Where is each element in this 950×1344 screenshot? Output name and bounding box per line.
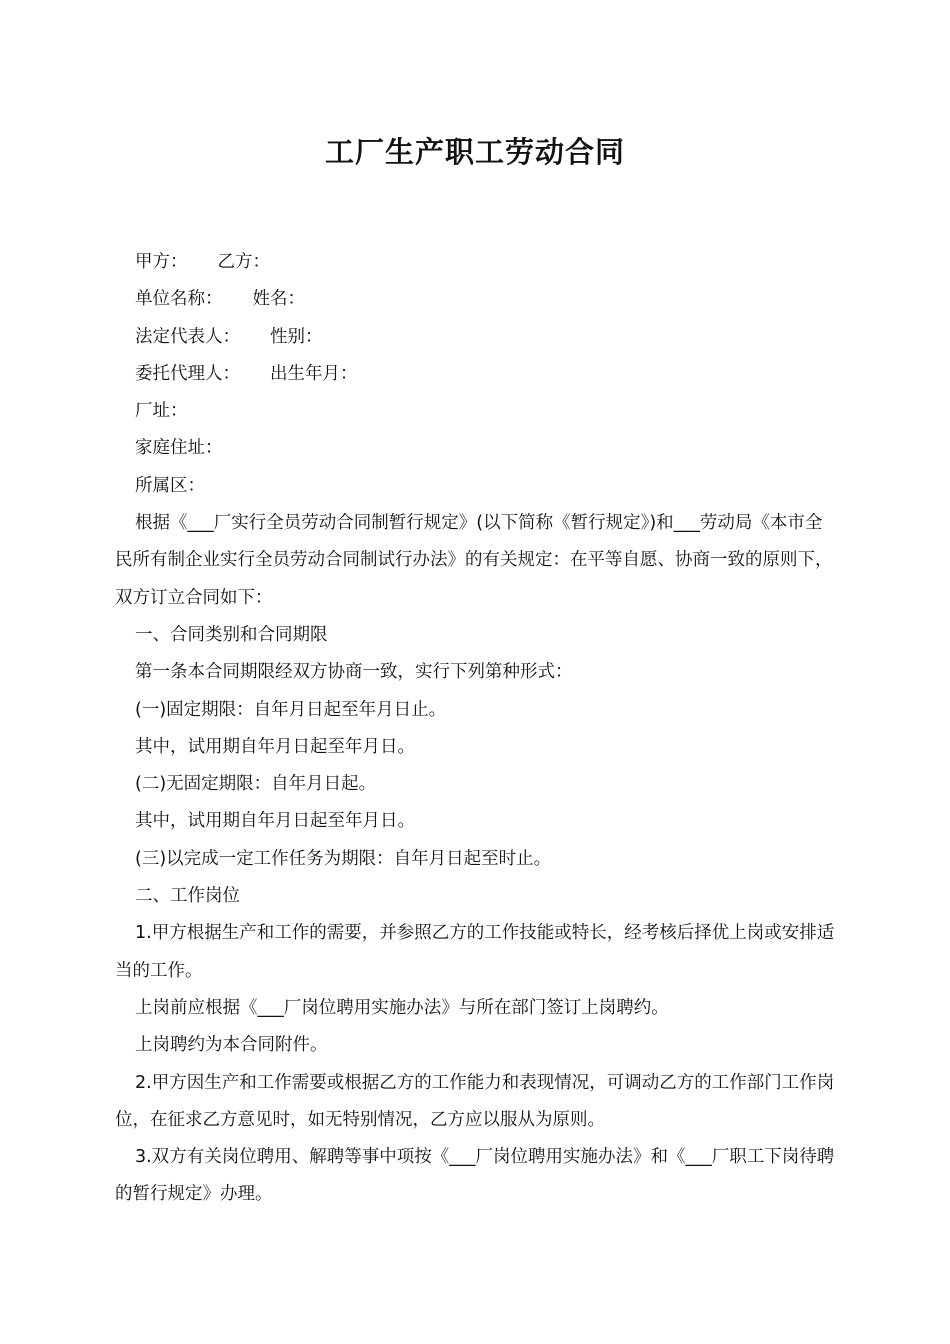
legal-rep-label: 法定代表人： [135,326,240,347]
article-1-paragraph: 第一条本合同期限经双方协商一致，实行下列第种形式： [135,662,573,683]
preamble-paragraph: 根据《___厂实行全员劳动合同制暂行规定》(以下简称《暂行规定》)和___劳动局《本市全民所有制企业实行全员劳动合同制试行办法》的有关规定：在平等自愿、协商一致的原则下，双方订立合同如下： [115,513,833,608]
clause-1-paragraph: 1.甲方根据生产和工作的需要，并参照乙方的工作技能或特长，经考核后择优上岗或安排适当的工作。 [115,923,835,981]
section-1-heading: 一、合同类别和合同期限 [135,624,328,645]
document-body [115,244,837,1214]
factory-address-line: 厂址： [135,401,188,422]
open-term-line: (二)无固定期限：自年月日起。 [135,774,377,795]
district-line: 所属区： [135,475,205,496]
section-2-heading: 二、工作岗位 [135,886,240,907]
home-address-line: 家庭住址： [135,438,223,459]
document-title: 工厂生产职工劳动合同 [324,135,625,169]
pre-post-line: 上岗前应根据《___厂岗位聘用实施办法》与所在部门签订上岗聘约。 [135,997,669,1018]
gender-label: 性别： [270,326,323,347]
party-a-label: 甲方： [135,252,188,272]
party-b-label: 乙方： [217,252,270,272]
clause-2-paragraph: 2.甲方因生产和工作需要或根据乙方的工作能力和表现情况，可调动乙方的工作部门工作岗位，在征求乙方意见时，如无特别情况，乙方应以服从为原则。 [115,1072,835,1130]
agent-label: 委托代理人： [135,363,240,384]
probation-line-2: 其中，试用期自年月日起至年月日。 [135,811,415,832]
party-row-2 [115,281,837,318]
party-row-3 [115,319,837,356]
party-row-4 [115,356,837,393]
task-term-line: (三)以完成一定工作任务为期限：自年月日起至时止。 [135,848,552,869]
name-label: 姓名： [252,289,305,310]
unit-name-label: 单位名称： [135,289,223,310]
party-row-1 [115,244,837,281]
probation-line-1: 其中，试用期自年月日起至年月日。 [135,736,415,757]
birth-label: 出生年月： [270,363,358,384]
appendix-line: 上岗聘约为本合同附件。 [135,1035,328,1056]
fixed-term-line: (一)固定期限：自年月日起至年月日止。 [135,699,447,720]
clause-3-paragraph: 3.双方有关岗位聘用、解聘等事中项按《___厂岗位聘用实施办法》和《___厂职工下岗待聘的暂行规定》办理。 [115,1147,835,1205]
